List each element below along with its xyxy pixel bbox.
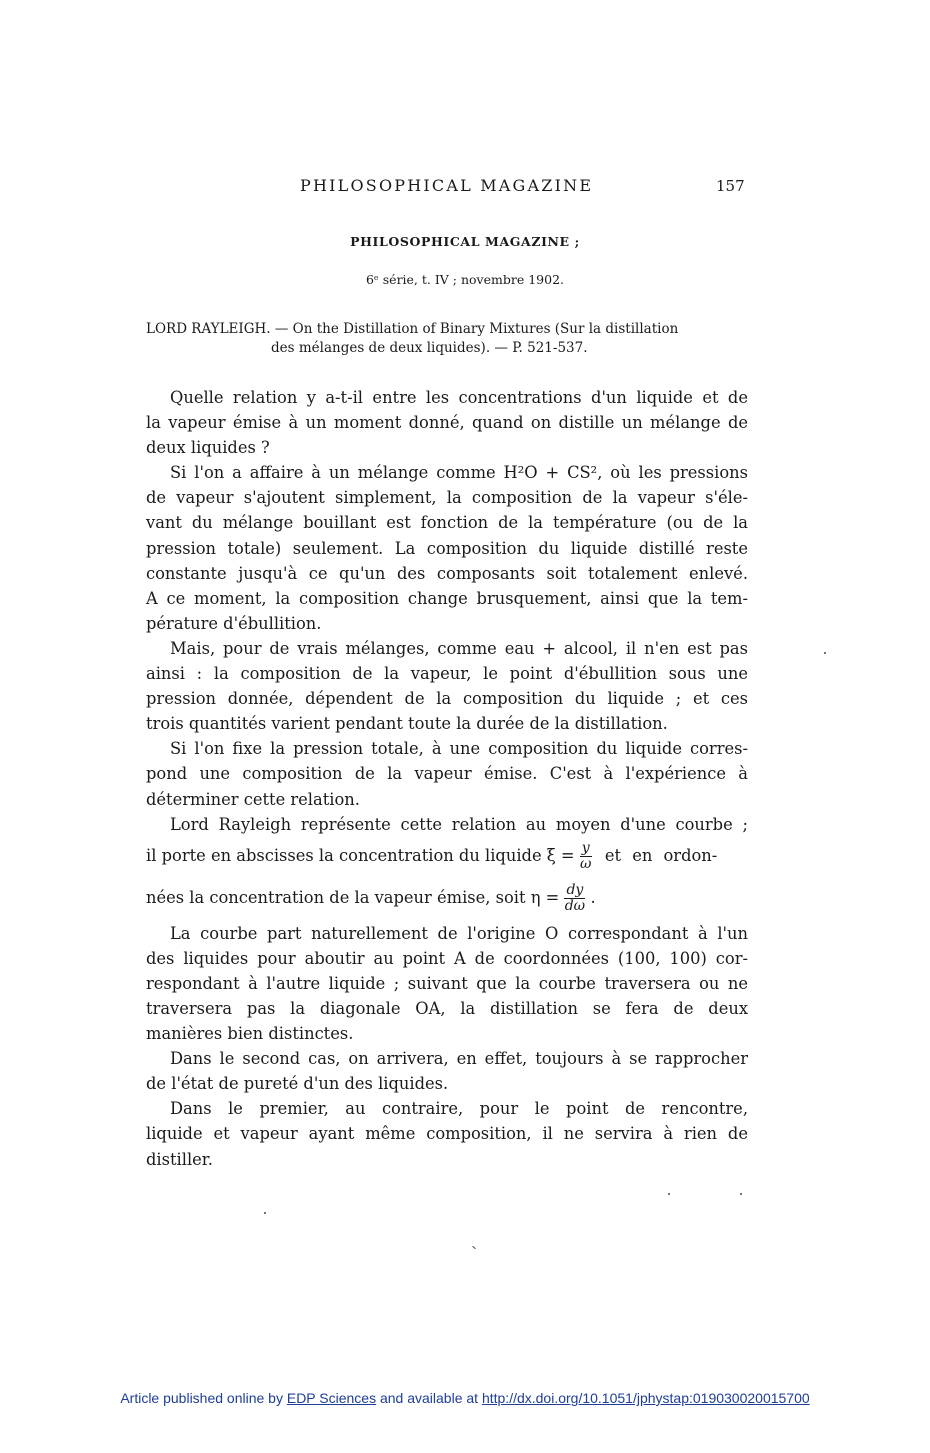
citation-line-2: des mélanges de deux liquides). — P. 521-537. (271, 340, 588, 356)
scan-speck (740, 1193, 742, 1195)
article-body (146, 385, 748, 1172)
text-line: pression totale) seulement. La composition du liquide distillé reste (146, 538, 748, 558)
scan-speck (264, 1212, 266, 1214)
fraction-numerator: dy (566, 881, 584, 898)
journal-title: PHILOSOPHICAL MAGAZINE ; (350, 234, 580, 249)
text-line: distiller. (146, 1149, 213, 1169)
text-fragment: et en ordon- (604, 845, 718, 865)
text-line: liquide et vapeur ayant même composition, il ne servira à rien de (146, 1124, 748, 1144)
paragraph-3 (146, 636, 748, 736)
footer-middle: and available at (376, 1390, 482, 1406)
fraction-denominator: ω (579, 855, 592, 872)
text-line: Dans le second cas, on arrivera, en effet, toujours à se rapprocher (170, 1049, 748, 1069)
text-line: Si l'on a affaire à un mélange comme H²O + CS², où les pressions (170, 463, 748, 483)
paragraph-6 (146, 921, 748, 1046)
text-line: deux liquides ? (146, 438, 270, 458)
text-fragment: il porte en abscisses la concentration du liquide ξ = (146, 845, 575, 865)
text-line: A ce moment, la composition change brusquement, ainsi que la tem- (146, 588, 748, 608)
running-title: PHILOSOPHICAL MAGAZINE (300, 176, 594, 195)
text-line: Dans le premier, au contraire, pour le point de rencontre, (170, 1099, 748, 1119)
text-fragment: nées la concentration de la vapeur émise, soit η = (146, 887, 560, 907)
citation (146, 320, 746, 358)
text-line: de vapeur s'ajoutent simplement, la composition de la vapeur s'éle- (146, 488, 748, 508)
text-line: La courbe part naturellement de l'origine O correspondant à l'un (170, 923, 748, 943)
publisher-link[interactable]: EDP Sciences (286, 1390, 377, 1406)
text-fragment: . (590, 887, 596, 907)
paragraph-7 (146, 1046, 748, 1096)
text-line: Lord Rayleigh représente cette relation au moyen d'une courbe ; (170, 814, 748, 834)
footer-prefix: Article published online by (120, 1390, 287, 1406)
paragraph-2 (146, 460, 748, 636)
fraction-denominator: dω (564, 897, 586, 914)
fraction-dy-over-domega (564, 883, 585, 914)
text-line: pérature d'ébullition. (146, 613, 322, 633)
scan-speck (668, 1193, 670, 1195)
text-line: traversera pas la diagonale OA, la distillation se fera de deux (146, 998, 748, 1018)
paragraph-8 (146, 1096, 748, 1171)
text-line: Si l'on fixe la pression totale, à une composition du liquide corres- (170, 739, 748, 759)
fraction-y-over-omega (580, 841, 592, 872)
text-line: des liquides pour aboutir au point A de coordonnées (100, 100) cor- (146, 948, 748, 968)
text-line: manières bien distinctes. (146, 1024, 354, 1044)
scan-speck (472, 1246, 476, 1249)
text-line: trois quantités varient pendant toute la durée de la distillation. (146, 714, 668, 734)
journal-series: 6ᵉ série, t. IV ; novembre 1902. (365, 272, 564, 287)
text-line: pond une composition de la vapeur émise. C'est à l'expérience à (146, 764, 748, 784)
page-number: 157 (716, 177, 745, 195)
text-line: constante jusqu'à ce qu'un des composants soit totalement enlevé. (146, 563, 748, 583)
footer-notice (0, 1390, 930, 1406)
text-line: vant du mélange bouillant est fonction de la température (ou de la (146, 513, 748, 533)
scan-speck (824, 652, 826, 654)
text-line: déterminer cette relation. (146, 789, 360, 809)
text-line: pression donnée, dépendent de la composition du liquide ; et ces (146, 689, 748, 709)
doi-link[interactable]: http://dx.doi.org/10.1051/jphystap:019030020015700 (481, 1390, 810, 1406)
text-line: respondant à l'autre liquide ; suivant que la courbe traversera ou ne (146, 973, 748, 993)
formula-line-eta (146, 883, 748, 921)
text-line: de l'état de pureté d'un des liquides. (146, 1074, 449, 1094)
text-line: Quelle relation y a-t-il entre les concentrations d'un liquide et de (170, 388, 748, 407)
text-line: la vapeur émise à un moment donné, quand on distille un mélange de (146, 413, 748, 433)
formula-line-xi (146, 841, 748, 877)
text-line: Mais, pour de vrais mélanges, comme eau + alcool, il n'en est pas (170, 638, 748, 658)
paragraph-4 (146, 736, 748, 811)
paragraph-1 (146, 385, 748, 460)
fraction-numerator: y (581, 839, 590, 856)
text-line: ainsi : la composition de la vapeur, le point d'ébullition sous une (146, 664, 748, 684)
citation-line-1: LORD RAYLEIGH. — On the Distillation of Binary Mixtures (Sur la distillation (146, 321, 679, 337)
paragraph-5 (146, 812, 748, 921)
